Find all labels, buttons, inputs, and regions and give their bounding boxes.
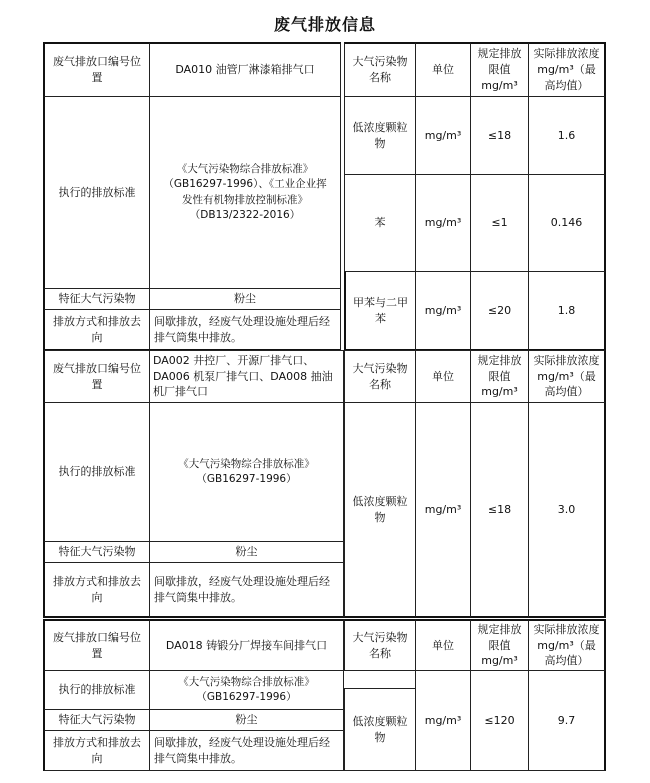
pollutant-actual: 3.0 <box>528 402 606 618</box>
feature-value: 粉尘 <box>149 541 344 563</box>
standard-value: 《大气污染物综合排放标准》（GB16297-1996）、《工业企业挥发性有机物排放控制标准》（DB13/2322-2016） <box>149 96 341 289</box>
standard-label: 执行的排放标准 <box>43 670 150 710</box>
pollutant-name: 甲苯与二甲苯 <box>344 271 416 351</box>
limit-header: 规定排放限值mg/m³ <box>470 619 529 671</box>
feature-value: 粉尘 <box>149 288 341 310</box>
pollutant-limit: ≤1 <box>470 174 529 272</box>
pollutant-actual: 9.7 <box>528 670 606 771</box>
page-title: 废气排放信息 <box>273 15 376 34</box>
actual-header: 实际排放浓度 mg/m³（最高均值） <box>528 350 606 403</box>
pollutant-unit: mg/m³ <box>415 402 471 618</box>
standard-value: 《大气污染物综合排放标准》（GB16297-1996） <box>149 402 344 542</box>
pollutant-limit: ≤20 <box>470 271 529 351</box>
actual-header: 实际排放浓度 mg/m³（最高均值） <box>528 619 606 671</box>
pollutant-unit: mg/m³ <box>415 271 471 351</box>
feature-label: 特征大气污染物 <box>43 541 150 563</box>
unit-header: 单位 <box>415 350 471 403</box>
limit-header: 规定排放限值mg/m³ <box>470 350 529 403</box>
pollutant-limit: ≤18 <box>470 96 529 175</box>
standard-label: 执行的排放标准 <box>43 402 150 542</box>
pollutant-name: 苯 <box>344 174 416 272</box>
method-label: 排放方式和排放去向 <box>43 562 150 618</box>
pollutant-unit: mg/m³ <box>415 174 471 272</box>
pollutant-name: 低浓度颗粒物 <box>344 688 416 771</box>
pollutant-name: 低浓度颗粒物 <box>344 402 416 618</box>
method-value: 间歇排放，经废气处理设施处理后经排气筒集中排放。 <box>149 562 344 618</box>
standard-label: 执行的排放标准 <box>43 96 150 289</box>
pollutant-unit: mg/m³ <box>415 96 471 175</box>
method-label: 排放方式和排放去向 <box>43 730 150 771</box>
unit-header: 单位 <box>415 619 471 671</box>
outlet-value: DA010 油管厂淋漆箱排气口 <box>149 42 341 97</box>
outlet-label: 废气排放口编号位置 <box>43 619 150 671</box>
feature-label: 特征大气污染物 <box>43 288 150 310</box>
pollutant-header: 大气污染物名称 <box>344 619 416 671</box>
pollutant-header: 大气污染物名称 <box>344 42 416 97</box>
outlet-label: 废气排放口编号位置 <box>43 42 150 97</box>
feature-value: 粉尘 <box>149 709 344 731</box>
pollutant-header: 大气污染物名称 <box>344 350 416 403</box>
pollutant-name: 低浓度颗粒物 <box>344 96 416 175</box>
pollutant-unit: mg/m³ <box>415 670 471 771</box>
pollutant-actual: 1.6 <box>528 96 606 175</box>
method-label: 排放方式和排放去向 <box>43 309 150 351</box>
section-2-table <box>43 350 606 618</box>
method-value: 间歇排放，经废气处理设施处理后经排气筒集中排放。 <box>149 730 344 771</box>
pollutant-actual: 0.146 <box>528 174 606 272</box>
outlet-label: 废气排放口编号位置 <box>43 350 150 403</box>
section-3-table <box>43 619 606 771</box>
method-value: 间歇排放，经废气处理设施处理后经排气筒集中排放。 <box>149 309 341 351</box>
pollutant-actual: 1.8 <box>528 271 606 351</box>
outlet-value: DA002 井控厂、开源厂排气口、DA006 机泵厂排气口、DA008 抽油机厂排气口 <box>149 350 344 403</box>
actual-header: 实际排放浓度 mg/m³（最高均值） <box>528 42 606 97</box>
pollutant-limit: ≤120 <box>470 670 529 771</box>
unit-header: 单位 <box>415 42 471 97</box>
pollutant-limit: ≤18 <box>470 402 529 618</box>
feature-label: 特征大气污染物 <box>43 709 150 731</box>
standard-value: 《大气污染物综合排放标准》（GB16297-1996） <box>149 670 344 710</box>
limit-header: 规定排放限值mg/m³ <box>470 42 529 97</box>
outlet-value: DA018 铸锻分厂焊接车间排气口 <box>149 619 344 671</box>
section-1-table <box>43 42 606 351</box>
